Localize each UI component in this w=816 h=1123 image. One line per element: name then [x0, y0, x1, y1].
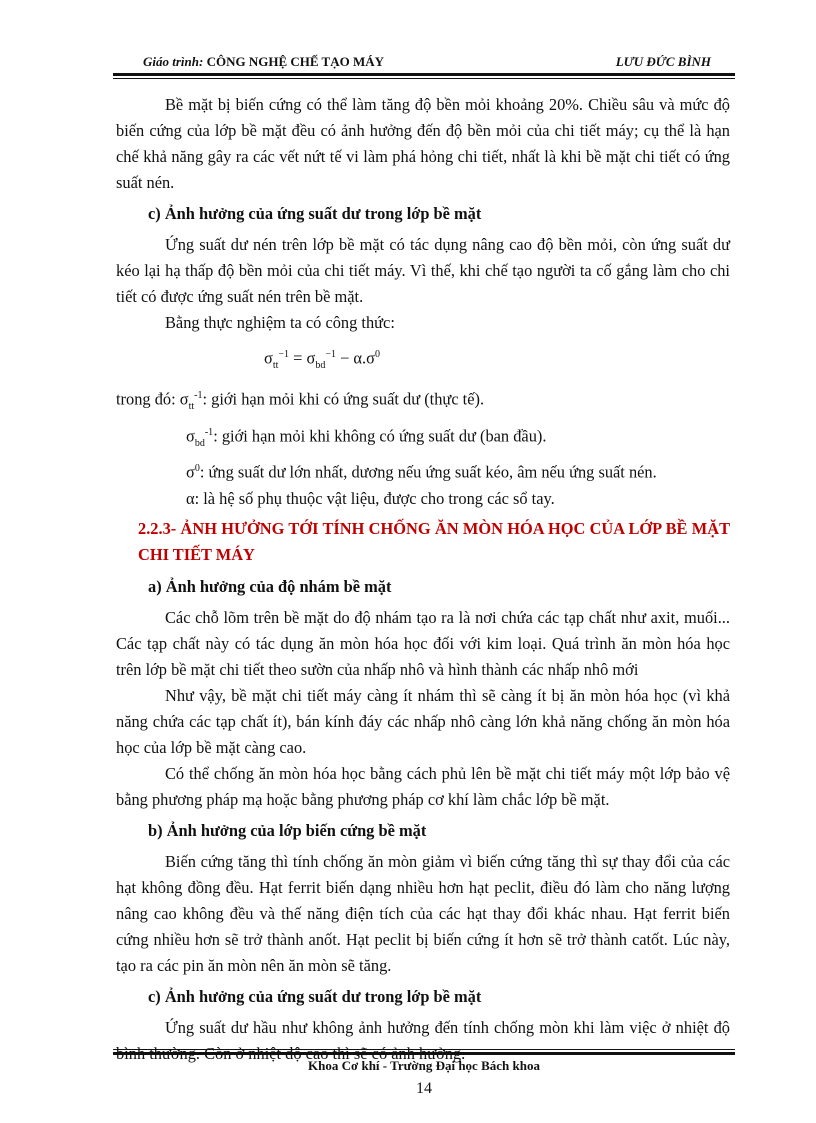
subheading: c) Ảnh hưởng của ứng suất dư trong lớp bề mặt: [148, 204, 482, 223]
page-body: [116, 92, 730, 1067]
definition-superscript: -1: [194, 389, 203, 401]
definition-text: : giới hạn mỏi khi không có ứng suất dư (ban đầu).: [213, 425, 547, 445]
page-number: 14: [416, 1080, 432, 1097]
formula-operator: =: [289, 348, 307, 368]
definition-text: : giới hạn mỏi khi có ứng suất dư (thực tế).: [202, 389, 485, 409]
paragraph: Ứng suất dư hầu như không ảnh hưởng đến tính chống mòn khi làm việc ở nhiệt độ bình thường. Còn ở nhiệt độ cao thì sẽ có ảnh hưởng.: [116, 1017, 730, 1063]
footer-rule-thin: [113, 1049, 735, 1050]
page-header: [113, 50, 735, 74]
definition-superscript: 0: [194, 463, 200, 475]
footer-institution: Khoa Cơ khí - Trường Đại học Bách khoa: [308, 1058, 540, 1073]
header-author: LƯU ĐỨC BÌNH: [615, 54, 711, 69]
definition-line: [116, 456, 730, 485]
definition-symbol: σ: [186, 425, 195, 445]
header-rule-thin: [113, 78, 735, 79]
subheading: b) Ảnh hưởng của lớp biến cứng bề mặt: [148, 820, 427, 840]
definition-text: : ứng suất dư lớn nhất, dương nếu ứng suất kéo, âm nếu ứng suất nén.: [199, 462, 657, 482]
paragraph: Biến cứng tăng thì tính chống ăn mòn giảm vì biến cứng tăng thì sự thay đổi của các hạt không đồng đều. Hạt ferrit biến dạng nhiều hơn hạt peclit, điều đó làm cho năng lượng nâng cao không đều và thế năng điện tích của các hạt thay đổi khác nhau. Hạt ferrit biến cứng nhiều hơn sẽ trở thành anốt. Hạt peclit bị biến cứng ít hơn sẽ trở thành catốt. Lúc này, tạo ra các pin ăn mòn nên ăn mòn sẽ tăng.: [116, 851, 730, 975]
paragraph: Bề mặt bị biến cứng có thể làm tăng độ bền mỏi khoảng 20%. Chiều sâu và mức độ biến cứng của lớp bề mặt đều có ảnh hưởng đến độ bền mỏi của chi tiết máy; cụ thể là hạn chế khả năng gây ra các vết nứt tế vi làm phá hỏng chi tiết, nhất là khi bề mặt chi tiết có ứng suất nén.: [116, 95, 730, 192]
formula-symbol: σ: [264, 348, 273, 368]
formula-subscript: tt: [272, 359, 279, 371]
subheading: a) Ảnh hưởng của độ nhám bề mặt: [148, 576, 392, 596]
subheading: c) Ảnh hưởng của ứng suất dư trong lớp bề mặt: [148, 986, 482, 1006]
definition-line: [116, 420, 730, 457]
formula-superscript: −1: [278, 349, 290, 360]
header-rule-thick: [113, 73, 735, 76]
paragraph: Bằng thực nghiệm ta có công thức:: [165, 313, 395, 332]
definition-symbol: σ: [186, 462, 195, 482]
formula-superscript: 0: [374, 349, 380, 360]
header-prefix: Giáo trình:: [143, 54, 204, 69]
definition-line: [116, 383, 730, 420]
definition-superscript: -1: [204, 426, 214, 438]
formula-symbol: σ: [306, 348, 316, 368]
fatigue-formula: [264, 340, 730, 381]
paragraph: Các chỗ lõm trên bề mặt do độ nhám tạo ra là nơi chứa các tạp chất như axit, muối... Các tạp chất này có tác dụng ăn mòn hóa học đối với kim loại. Quá trình ăn mòn hóa học trên lớp bề mặt chi tiết theo sườn của nhấp nhô và hình thành các nhấp nhô mới: [116, 607, 730, 679]
formula-subscript: bd: [315, 359, 326, 371]
definition-symbol: trong đó: σ: [116, 389, 189, 409]
footer-rule-thick: [113, 1052, 735, 1055]
paragraph: Có thể chống ăn mòn hóa học bằng cách phủ lên bề mặt chi tiết máy một lớp bảo vệ bằng phương pháp mạ hoặc bằng phương pháp cơ khí làm chắc lớp bề mặt.: [116, 763, 730, 809]
paragraph: Như vậy, bề mặt chi tiết máy càng ít nhám thì sẽ càng ít bị ăn mòn hóa học (vì khả năng chứa các tạp chất ít), bán kính đáy các nhấp nhô càng lớn khả năng chống ăn mòn hóa học của lớp bề mặt càng cao.: [116, 685, 730, 757]
definition-line: α: là hệ số phụ thuộc vật liệu, được cho trong các sổ tay.: [186, 488, 555, 508]
definition-subscript: tt: [188, 400, 195, 412]
formula-superscript: −1: [325, 349, 336, 360]
formula-term: − α.σ: [335, 348, 375, 368]
header-title: CÔNG NGHỆ CHẾ TẠO MÁY: [206, 54, 385, 69]
paragraph: Ứng suất dư nén trên lớp bề mặt có tác dụng nâng cao độ bền mỏi, còn ứng suất dư kéo lại hạ thấp độ bền mỏi của chi tiết máy. Vì thế, khi chế tạo người ta cố gắng làm cho chi tiết có được ứng suất nén trên bề mặt.: [116, 235, 730, 306]
definition-subscript: bd: [194, 437, 205, 449]
header-book-title: [143, 54, 384, 70]
section-heading: 2.2.3- ẢNH HƯỞNG TỚI TÍNH CHỐNG ĂN MÒN HÓA HỌC CỦA LỚP BỀ MẶT CHI TIẾT MÁY: [138, 518, 730, 564]
